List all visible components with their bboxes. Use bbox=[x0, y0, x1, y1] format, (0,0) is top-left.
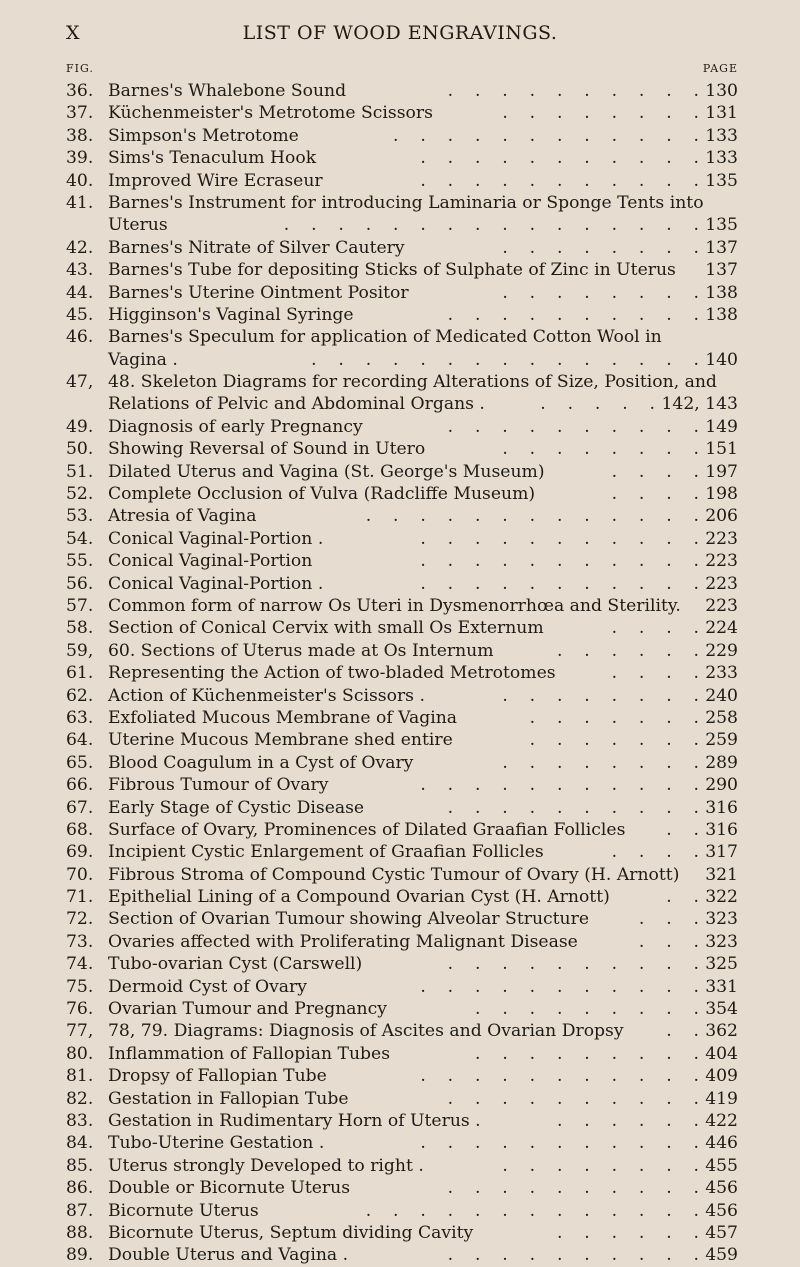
dot-leader: . . . . . . . . . . . bbox=[420, 170, 699, 191]
list-item bbox=[66, 438, 738, 460]
dot-leader: . . . . . . . . . . . . . . . bbox=[311, 349, 699, 370]
engraving-title: Conical Vaginal-Portion bbox=[108, 551, 313, 572]
page-number: 362 bbox=[705, 1021, 738, 1042]
dot-leader: . . . . . . bbox=[556, 640, 699, 661]
list-item bbox=[66, 886, 738, 908]
dot-leader: . . . . . . . . . . bbox=[447, 1088, 699, 1109]
engraving-title: Fibrous Tumour of Ovary bbox=[108, 775, 329, 796]
engraving-title: Exfoliated Mucous Membrane of Vagina bbox=[108, 707, 458, 728]
list-item bbox=[66, 326, 738, 348]
page-number: 137 bbox=[705, 260, 738, 281]
engraving-title: Tubo-Uterine Gestation . bbox=[108, 1133, 325, 1154]
list-item bbox=[66, 841, 738, 863]
list-item bbox=[66, 304, 738, 326]
page-number: 446 bbox=[705, 1133, 738, 1154]
page-number: 290 bbox=[705, 775, 738, 796]
figure-number: 76. bbox=[66, 999, 94, 1020]
dot-leader: . . . . . . . . . . bbox=[447, 1178, 699, 1199]
figure-number: 53. bbox=[66, 506, 94, 527]
list-item bbox=[66, 550, 738, 572]
list-item bbox=[66, 617, 738, 639]
page-number: 149 bbox=[705, 416, 738, 437]
engraving-title: Surface of Ovary, Prominences of Dilated Graafian Follicles bbox=[108, 819, 626, 840]
figure-number: 37. bbox=[66, 103, 94, 124]
engraving-title: Ovarian Tumour and Pregnancy bbox=[108, 999, 387, 1020]
list-item bbox=[66, 80, 738, 102]
dot-leader: . . . bbox=[638, 909, 699, 930]
dot-leader: . . . . . . . . . . . bbox=[420, 573, 699, 594]
engraving-title: Section of Conical Cervix with small Os Externum bbox=[108, 618, 544, 639]
list-item bbox=[66, 170, 738, 192]
engraving-title: Barnes's Speculum for application of Medicated Cotton Wool in bbox=[108, 327, 662, 348]
engraving-title: Double or Bicornute Uterus bbox=[108, 1178, 351, 1199]
list-item bbox=[66, 797, 738, 819]
figure-number: 73. bbox=[66, 931, 94, 952]
dot-leader: . . . . . . . . bbox=[502, 282, 699, 303]
dot-leader: . . . . . . . . bbox=[502, 752, 699, 773]
page-number: 197 bbox=[705, 461, 738, 482]
engraving-title: Incipient Cystic Enlargement of Graafian Follicles bbox=[108, 842, 544, 863]
engraving-title: Barnes's Instrument for introducing Laminaria or Sponge Tents into bbox=[108, 192, 704, 213]
figure-number: 86. bbox=[66, 1178, 94, 1199]
fig-column-label: FIG. bbox=[66, 62, 94, 75]
engraving-title: Conical Vaginal-Portion . bbox=[108, 573, 324, 594]
engraving-title: Uterine Mucous Membrane shed entire bbox=[108, 730, 453, 751]
dot-leader: . . . . bbox=[611, 484, 699, 505]
list-item bbox=[66, 729, 738, 751]
list-item bbox=[66, 237, 738, 259]
page-number: 240 bbox=[705, 685, 738, 706]
dot-leader: . . . . . . . . . . bbox=[447, 954, 699, 975]
figure-number: 41. bbox=[66, 192, 94, 213]
figure-number: 69. bbox=[66, 842, 94, 863]
engraving-title: Küchenmeister's Metrotome Scissors bbox=[108, 103, 433, 124]
page-number: 354 bbox=[705, 999, 738, 1020]
page-number: 135 bbox=[705, 215, 738, 236]
figure-number: 87. bbox=[66, 1200, 94, 1221]
dot-leader: . . . . . . . . bbox=[502, 439, 699, 460]
engraving-title: Tubo-ovarian Cyst (Carswell) bbox=[108, 954, 363, 975]
page-number: 223 bbox=[705, 551, 738, 572]
list-item bbox=[66, 1065, 738, 1087]
page-number: 138 bbox=[705, 282, 738, 303]
figure-number: 45. bbox=[66, 304, 94, 325]
page-number: 457 bbox=[705, 1222, 738, 1243]
dot-leader: . . . . . . . . . . bbox=[447, 797, 699, 818]
page-number: 142, 143 bbox=[661, 394, 738, 415]
figure-number: 62. bbox=[66, 685, 94, 706]
figure-number: 82. bbox=[66, 1088, 94, 1109]
dot-leader: . . . . . . . bbox=[529, 730, 699, 751]
page-number: 224 bbox=[705, 618, 738, 639]
page-number: 323 bbox=[705, 931, 738, 952]
figure-number: 51. bbox=[66, 461, 94, 482]
dot-leader: . . . . . . . . . . . bbox=[420, 775, 699, 796]
dot-leader: . . . . . . . bbox=[529, 707, 699, 728]
dot-leader: . . bbox=[666, 819, 699, 840]
page-number: 133 bbox=[705, 148, 738, 169]
figure-number: 38. bbox=[66, 125, 94, 146]
list-item-continuation bbox=[66, 214, 738, 236]
list-item bbox=[66, 1155, 738, 1177]
figure-number: 67. bbox=[66, 797, 94, 818]
figure-number: 68. bbox=[66, 819, 94, 840]
dot-leader: . . . . . . . . bbox=[502, 1155, 699, 1176]
engraving-title: Action of Küchenmeister's Scissors . bbox=[108, 685, 425, 706]
page-number: 404 bbox=[705, 1043, 738, 1064]
page-number: 422 bbox=[705, 1110, 738, 1131]
engraving-title: Showing Reversal of Sound in Utero bbox=[108, 439, 426, 460]
list-item bbox=[66, 953, 738, 975]
engraving-title: Sims's Tenaculum Hook bbox=[108, 148, 317, 169]
list-item bbox=[66, 998, 738, 1020]
dot-leader: . . . . . bbox=[540, 394, 655, 415]
list-item bbox=[66, 1244, 738, 1266]
list-item bbox=[66, 595, 738, 617]
list-item bbox=[66, 1132, 738, 1154]
page-number: 140 bbox=[705, 349, 738, 370]
page-number: 135 bbox=[705, 170, 738, 191]
page-number: 259 bbox=[705, 730, 738, 751]
figure-number: 70. bbox=[66, 864, 94, 885]
engraving-title-continued: Uterus bbox=[108, 215, 168, 236]
figure-number: 50. bbox=[66, 439, 94, 460]
list-item bbox=[66, 752, 738, 774]
dot-leader: . . . . . . . . . . . . . bbox=[365, 506, 699, 527]
figure-number: 64. bbox=[66, 730, 94, 751]
dot-leader: . . . . . . . . . . . bbox=[420, 976, 699, 997]
page-number: 316 bbox=[705, 797, 738, 818]
list-item bbox=[66, 416, 738, 438]
engraving-title: Simpson's Metrotome bbox=[108, 125, 299, 146]
engraving-title: Barnes's Nitrate of Silver Cautery bbox=[108, 237, 405, 258]
figure-number: 80. bbox=[66, 1043, 94, 1064]
list-item bbox=[66, 1020, 738, 1042]
page-number: 459 bbox=[705, 1245, 738, 1266]
engravings-list bbox=[66, 80, 738, 1267]
list-item bbox=[66, 685, 738, 707]
list-item bbox=[66, 1200, 738, 1222]
dot-leader: . . . . . . bbox=[556, 1110, 699, 1131]
list-item bbox=[66, 662, 738, 684]
dot-leader: . . . . . . . . bbox=[502, 237, 699, 258]
list-item bbox=[66, 1222, 738, 1244]
page-number: 289 bbox=[705, 752, 738, 773]
list-item bbox=[66, 259, 738, 281]
page-number: 322 bbox=[705, 887, 738, 908]
figure-number: 84. bbox=[66, 1133, 94, 1154]
figure-number: 59, bbox=[66, 640, 94, 661]
dot-leader: . . . . . . . . . . . bbox=[420, 148, 699, 169]
figure-number: 85. bbox=[66, 1155, 94, 1176]
list-item bbox=[66, 461, 738, 483]
figure-number: 72. bbox=[66, 909, 94, 930]
engraving-title: Section of Ovarian Tumour showing Alveolar Structure bbox=[108, 909, 589, 930]
list-item bbox=[66, 931, 738, 953]
page-number: 456 bbox=[705, 1178, 738, 1199]
figure-number: 57. bbox=[66, 595, 94, 616]
engraving-title: Dropsy of Fallopian Tube bbox=[108, 1066, 327, 1087]
page-column-label: PAGE bbox=[702, 62, 738, 75]
list-item bbox=[66, 505, 738, 527]
list-item bbox=[66, 908, 738, 930]
figure-number: 56. bbox=[66, 573, 94, 594]
engraving-title: Conical Vaginal-Portion . bbox=[108, 528, 324, 549]
page-number: 325 bbox=[705, 954, 738, 975]
figure-number: 58. bbox=[66, 618, 94, 639]
list-item bbox=[66, 282, 738, 304]
engraving-title: Barnes's Uterine Ointment Positor bbox=[108, 282, 409, 303]
list-item bbox=[66, 1088, 738, 1110]
figure-number: 65. bbox=[66, 752, 94, 773]
engraving-title: Diagnosis of early Pregnancy bbox=[108, 416, 363, 437]
dot-leader: . . bbox=[666, 1021, 699, 1042]
engraving-title: Bicornute Uterus, Septum dividing Cavity bbox=[108, 1222, 474, 1243]
page-number: 130 bbox=[705, 81, 738, 101]
list-item bbox=[66, 125, 738, 147]
list-item bbox=[66, 192, 738, 214]
figure-number: 88. bbox=[66, 1222, 94, 1243]
page-number: 456 bbox=[705, 1200, 738, 1221]
page-numeral: X bbox=[66, 22, 80, 44]
figure-number: 63. bbox=[66, 707, 94, 728]
list-item bbox=[66, 864, 738, 886]
engraving-title: Dermoid Cyst of Ovary bbox=[108, 976, 307, 997]
dot-leader: . . . . . . . . bbox=[502, 685, 699, 706]
engraving-title-continued: Vagina . bbox=[108, 349, 178, 370]
figure-number: 61. bbox=[66, 663, 94, 684]
dot-leader: . . . . . . . . . . . bbox=[420, 1066, 699, 1087]
engraving-title: Common form of narrow Os Uteri in Dysmenorrhœa and Sterility. bbox=[108, 595, 681, 616]
dot-leader: . . bbox=[666, 887, 699, 908]
page-number: 258 bbox=[705, 707, 738, 728]
list-item bbox=[66, 640, 738, 662]
engraving-title: Gestation in Fallopian Tube bbox=[108, 1088, 349, 1109]
engraving-title: 78, 79. Diagrams: Diagnosis of Ascites and Ovarian Dropsy bbox=[108, 1021, 624, 1042]
running-head bbox=[0, 20, 800, 46]
page-number: 321 bbox=[705, 864, 738, 885]
page-number: 233 bbox=[705, 663, 738, 684]
list-item-continuation bbox=[66, 393, 738, 415]
engraving-title: Representing the Action of two-bladed Metrotomes bbox=[108, 663, 556, 684]
engraving-title: Ovaries affected with Proliferating Malignant Disease bbox=[108, 931, 578, 952]
engraving-title: Epithelial Lining of a Compound Ovarian Cyst (H. Arnott) bbox=[108, 887, 610, 908]
dot-leader: . . . . . . . . . . . bbox=[420, 1133, 699, 1154]
figure-number: 46. bbox=[66, 327, 94, 348]
page-number: 409 bbox=[705, 1066, 738, 1087]
list-item bbox=[66, 528, 738, 550]
figure-number: 77, bbox=[66, 1021, 94, 1042]
page-number: 419 bbox=[705, 1088, 738, 1109]
list-item bbox=[66, 573, 738, 595]
page-title: LIST OF WOOD ENGRAVINGS. bbox=[242, 22, 558, 44]
page-number: 206 bbox=[705, 506, 738, 527]
figure-number: 36. bbox=[66, 81, 94, 101]
page-number: 198 bbox=[705, 484, 738, 505]
engraving-title: Improved Wire Ecraseur bbox=[108, 170, 323, 191]
page-number: 138 bbox=[705, 304, 738, 325]
list-item-continuation bbox=[66, 349, 738, 371]
dot-leader: . . . . . . . . . bbox=[475, 1043, 699, 1064]
list-item bbox=[66, 1043, 738, 1065]
engraving-title: Atresia of Vagina bbox=[108, 506, 257, 527]
page-number: 229 bbox=[705, 640, 738, 661]
page-number: 317 bbox=[705, 842, 738, 863]
figure-number: 52. bbox=[66, 484, 94, 505]
engraving-title: Complete Occlusion of Vulva (Radcliffe Museum) bbox=[108, 484, 536, 505]
list-item bbox=[66, 1110, 738, 1132]
page-number: 223 bbox=[705, 573, 738, 594]
figure-number: 39. bbox=[66, 148, 94, 169]
engraving-title: Double Uterus and Vagina . bbox=[108, 1245, 349, 1266]
figure-number: 40. bbox=[66, 170, 94, 191]
page-number: 133 bbox=[705, 125, 738, 146]
engraving-title: Bicornute Uterus bbox=[108, 1200, 259, 1221]
page-number: 151 bbox=[705, 439, 738, 460]
list-item bbox=[66, 102, 738, 124]
list-item bbox=[66, 976, 738, 998]
list-item bbox=[66, 774, 738, 796]
engraving-title: Higginson's Vaginal Syringe bbox=[108, 304, 354, 325]
figure-number: 74. bbox=[66, 954, 94, 975]
dot-leader: . . . . bbox=[611, 618, 699, 639]
dot-leader: . . . . . . . . . . bbox=[447, 81, 699, 101]
list-item bbox=[66, 483, 738, 505]
dot-leader: . . . . bbox=[611, 461, 699, 482]
dot-leader: . . . . . . bbox=[556, 1222, 699, 1243]
dot-leader: . . . . . . . . . . . . . . . . bbox=[283, 215, 699, 236]
page-number: 131 bbox=[705, 103, 738, 124]
column-labels bbox=[66, 62, 738, 78]
figure-number: 43. bbox=[66, 260, 94, 281]
page-number: 223 bbox=[705, 528, 738, 549]
engraving-title: Dilated Uterus and Vagina (St. George's Museum) bbox=[108, 461, 545, 482]
engraving-title: Barnes's Tube for depositing Sticks of Sulphate of Zinc in Uterus bbox=[108, 260, 676, 281]
figure-number: 49. bbox=[66, 416, 94, 437]
page-number: 323 bbox=[705, 909, 738, 930]
list-item bbox=[66, 147, 738, 169]
engraving-title: Gestation in Rudimentary Horn of Uterus . bbox=[108, 1110, 481, 1131]
dot-leader: . . . . bbox=[611, 663, 699, 684]
dot-leader: . . . . . . . . . . . bbox=[420, 528, 699, 549]
page-number: 331 bbox=[705, 976, 738, 997]
figure-number: 55. bbox=[66, 551, 94, 572]
dot-leader: . . . . . . . . . bbox=[475, 999, 699, 1020]
list-item bbox=[66, 707, 738, 729]
engraving-title: Barnes's Whalebone Sound bbox=[108, 81, 347, 101]
figure-number: 66. bbox=[66, 775, 94, 796]
dot-leader: . . . . . . . . . . . . bbox=[393, 125, 699, 146]
figure-number: 54. bbox=[66, 528, 94, 549]
page-number: 223 bbox=[705, 595, 738, 616]
list-item bbox=[66, 1177, 738, 1199]
dot-leader: . . . . . . . . bbox=[502, 103, 699, 124]
figure-number: 71. bbox=[66, 887, 94, 908]
dot-leader: . . . . . . . . . . bbox=[447, 304, 699, 325]
dot-leader: . . . . . . . . . . bbox=[447, 1245, 699, 1266]
dot-leader: . . . . . . . . . . . bbox=[420, 551, 699, 572]
engraving-title: Blood Coagulum in a Cyst of Ovary bbox=[108, 752, 414, 773]
page-number: 137 bbox=[705, 237, 738, 258]
page-number: 316 bbox=[705, 819, 738, 840]
engraving-title: Fibrous Stroma of Compound Cystic Tumour of Ovary (H. Arnott) bbox=[108, 864, 680, 885]
page-number: 455 bbox=[705, 1155, 738, 1176]
engraving-title-continued: Relations of Pelvic and Abdominal Organs . bbox=[108, 394, 485, 415]
engraving-title: Inflammation of Fallopian Tubes bbox=[108, 1043, 391, 1064]
engraving-title: Uterus strongly Developed to right . bbox=[108, 1155, 424, 1176]
engraving-title: 60. Sections of Uterus made at Os Internum bbox=[108, 640, 494, 661]
dot-leader: . . . . . . . . . . bbox=[447, 416, 699, 437]
figure-number: 47, bbox=[66, 372, 94, 393]
engraving-title: Early Stage of Cystic Disease bbox=[108, 797, 365, 818]
figure-number: 75. bbox=[66, 976, 94, 997]
figure-number: 42. bbox=[66, 237, 94, 258]
dot-leader: . . . bbox=[638, 931, 699, 952]
list-item bbox=[66, 819, 738, 841]
figure-number: 44. bbox=[66, 282, 94, 303]
engraving-title: 48. Skeleton Diagrams for recording Alterations of Size, Position, and bbox=[108, 372, 717, 393]
figure-number: 89. bbox=[66, 1245, 94, 1266]
figure-number: 81. bbox=[66, 1066, 94, 1087]
figure-number: 83. bbox=[66, 1110, 94, 1131]
dot-leader: . . . . . . . . . . . . . bbox=[365, 1200, 699, 1221]
dot-leader: . . . . bbox=[611, 842, 699, 863]
list-item bbox=[66, 371, 738, 393]
